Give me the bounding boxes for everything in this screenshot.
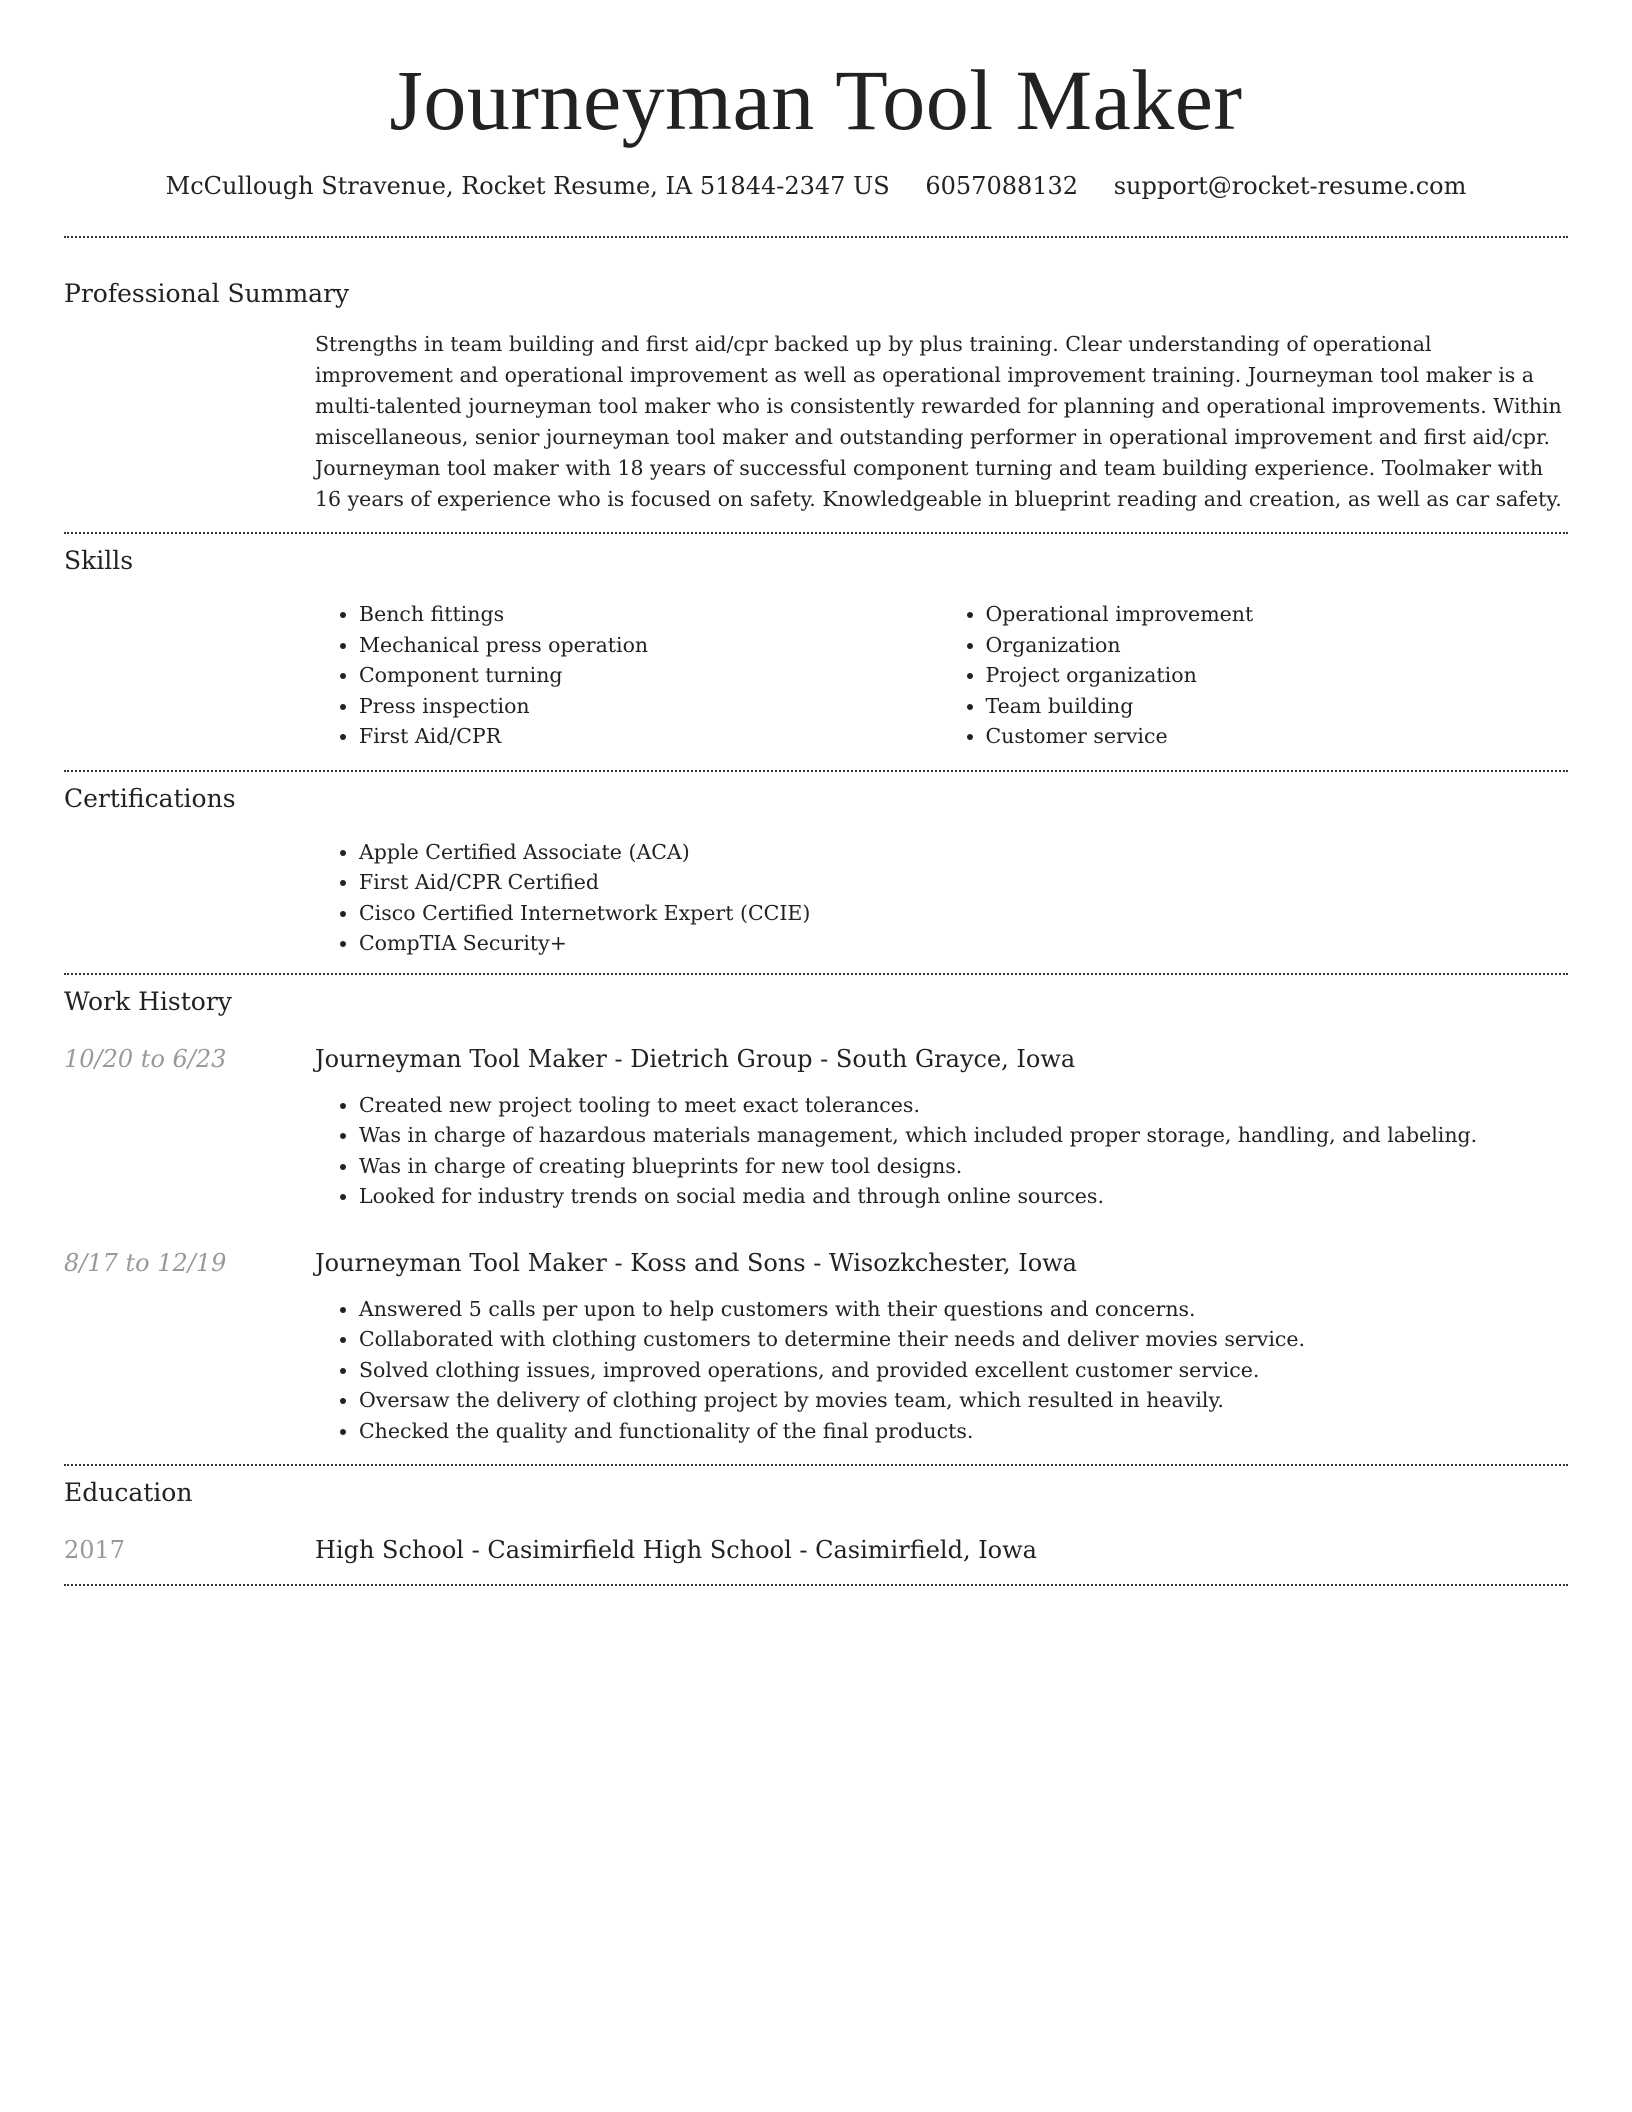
work-entry — [64, 1042, 1568, 1212]
work-bullet: • Was in charge of hazardous materials management, which included proper storage, handling, and labeling. — [359, 1120, 1568, 1151]
section-certifications — [64, 782, 1568, 959]
divider — [64, 1584, 1568, 1586]
education-title: High School - Casimirfield High School - Casimirfield, Iowa — [315, 1536, 1037, 1564]
work-bullets — [315, 1090, 1568, 1212]
work-title: Journeyman Tool Maker - Dietrich Group - South Grayce, Iowa — [315, 1044, 1076, 1073]
certification-item: • First Aid/CPR Certified — [359, 867, 1568, 898]
work-bullet: • Collaborated with clothing customers to determine their needs and deliver movies service. — [359, 1324, 1568, 1355]
work-dates: 10/20 to 6/23 — [64, 1044, 227, 1073]
work-entry — [64, 1246, 1568, 1447]
skill-item: • Press inspection — [359, 691, 942, 722]
work-title: Journeyman Tool Maker - Koss and Sons - Wisozkchester, Iowa — [315, 1248, 1077, 1277]
resume-page — [64, 0, 1568, 1586]
skill-item: • Operational improvement — [986, 599, 1569, 630]
work-bullet: • Checked the quality and functionality of the final products. — [359, 1416, 1568, 1447]
education-details — [315, 1533, 1568, 1567]
certifications-list — [315, 837, 1568, 959]
skill-item: • Customer service — [986, 721, 1569, 752]
skill-item: • Team building — [986, 691, 1569, 722]
section-summary — [64, 277, 1568, 515]
work-bullets — [315, 1294, 1568, 1447]
skills-list-right — [942, 599, 1569, 752]
work-bullet: • Was in charge of creating blueprints for new tool designs. — [359, 1151, 1568, 1182]
skill-item: • Component turning — [359, 660, 942, 691]
certifications-body — [315, 837, 1568, 959]
section-title-education: Education — [64, 1478, 193, 1507]
section-title-summary: Professional Summary — [64, 279, 350, 308]
work-dates: 8/17 to 12/19 — [64, 1248, 227, 1277]
work-bullet: • Oversaw the delivery of clothing project by movies team, which resulted in heavily. — [359, 1385, 1568, 1416]
work-bullet: • Looked for industry trends on social media and through online sources. — [359, 1181, 1568, 1212]
contact-line — [64, 170, 1568, 202]
divider — [64, 236, 1568, 238]
skills-grid — [315, 599, 1568, 752]
skills-list-left — [315, 599, 942, 752]
skill-item: • Organization — [986, 630, 1569, 661]
skill-item: • Project organization — [986, 660, 1569, 691]
certification-item: • Apple Certified Associate (ACA) — [359, 837, 1568, 868]
work-details — [315, 1042, 1568, 1212]
section-title-certifications: Certifications — [64, 783, 236, 813]
divider — [64, 973, 1568, 975]
certification-item: • Cisco Certified Internetwork Expert (CCIE) — [359, 898, 1568, 929]
divider — [64, 532, 1568, 534]
work-details — [315, 1246, 1568, 1447]
skill-item: • Bench fittings — [359, 599, 942, 630]
work-bullet: • Created new project tooling to meet exact tolerances. — [359, 1090, 1568, 1121]
contact-phone: 6057088132 — [925, 172, 1079, 200]
education-entry — [64, 1533, 1568, 1567]
resume-header — [64, 0, 1568, 202]
section-title-skills: Skills — [64, 546, 134, 575]
section-title-work: Work History — [64, 986, 232, 1016]
work-bullet: • Answered 5 calls per upon to help customers with their questions and concerns. — [359, 1294, 1568, 1325]
divider — [64, 1464, 1568, 1466]
section-skills — [64, 544, 1568, 752]
skill-item: • Mechanical press operation — [359, 630, 942, 661]
education-year: 2017 — [64, 1536, 126, 1564]
section-education — [64, 1476, 1568, 1567]
summary-text: Strengths in team building and first aid/cpr backed up by plus training. Clear understanding of operational improvement and operational improvement as well as operational improvement training. Journeyman tool maker is a multi-talented journeyman tool maker who is consistently rewarded for planning and operational improvements. Within miscellaneous, senior journeyman tool maker and outstanding performer in operational improvement and first aid/cpr. Journeyman tool maker with 18 years of successful component turning and team building experience. Toolmaker with 16 years of experience who is focused on safety. Knowledgeable in blueprint reading and creation, as well as car safety. — [315, 332, 1562, 511]
candidate-name: Journeyman Tool Maker — [389, 52, 1243, 148]
contact-address: McCullough Stravenue, Rocket Resume, IA 51844-2347 US — [165, 172, 890, 200]
contact-email: support@rocket-resume.com — [1113, 172, 1467, 200]
section-work-history — [64, 985, 1568, 1447]
divider — [64, 770, 1568, 772]
certification-item: • CompTIA Security+ — [359, 928, 1568, 959]
skill-item: • First Aid/CPR — [359, 721, 942, 752]
work-bullet: • Solved clothing issues, improved operations, and provided excellent customer service. — [359, 1355, 1568, 1386]
